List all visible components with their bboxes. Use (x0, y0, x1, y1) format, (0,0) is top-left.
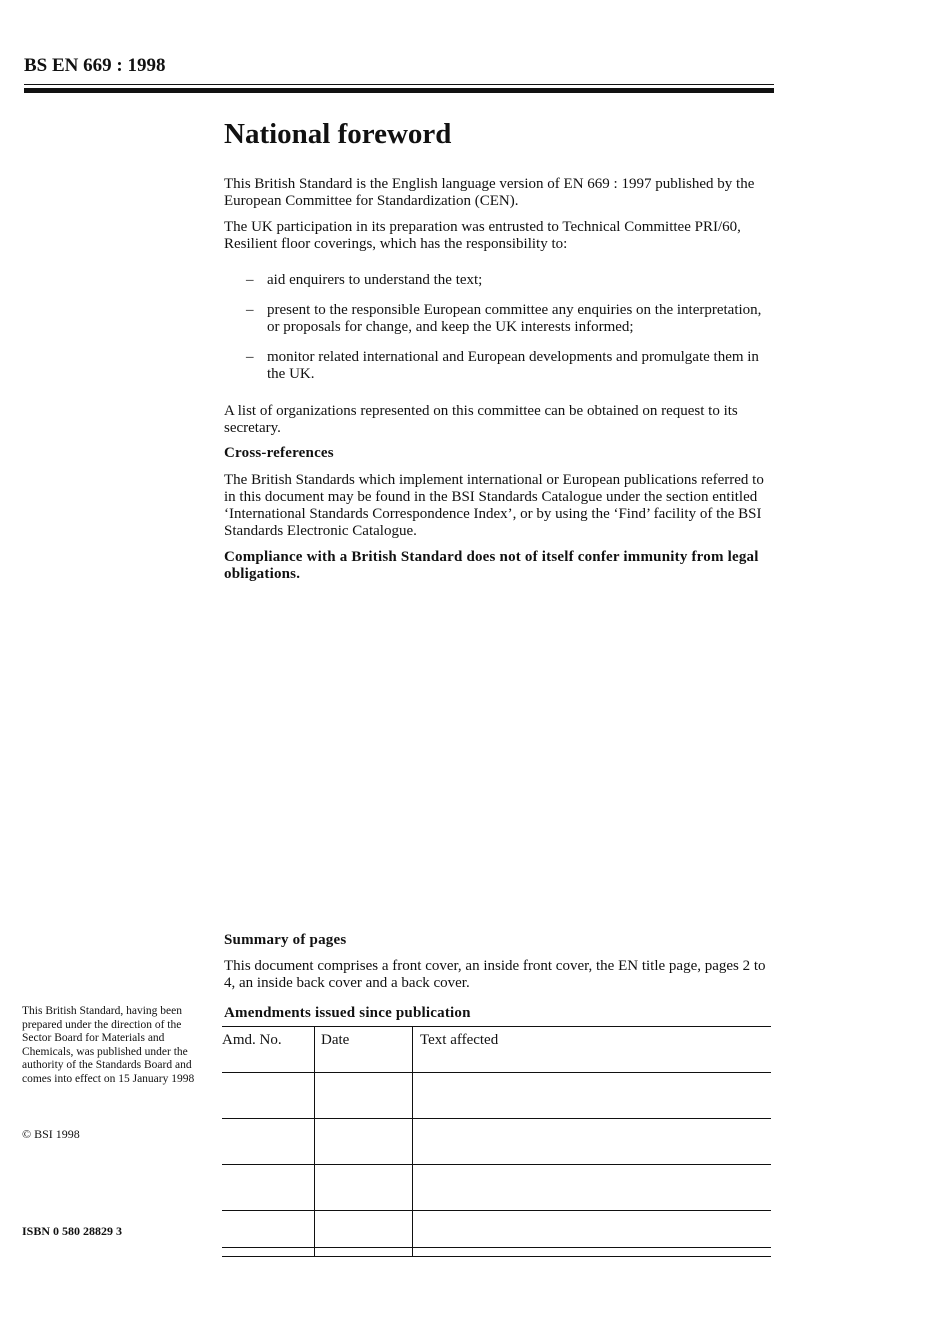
dash-marker: – (246, 302, 254, 318)
header-rule-thick (24, 88, 774, 93)
cross-references-text: The British Standards which implement international or European publications referred to in this document may be found in the BSI Standards Catalogue under the section entitled ‘International Standards Correspondence Index’, or by using the ‘Find’ facility of the BSI Standards Electronic Catalogue. (224, 472, 764, 539)
summary-text: This document comprises a front cover, an inside front cover, the EN title page, pages 2 to 4, an inside back cover and a back cover. (224, 958, 766, 991)
table-row (222, 1119, 771, 1165)
column-header-date: Date (315, 1027, 413, 1073)
column-header-text-affected: Text affected (413, 1027, 772, 1073)
dash-marker: – (246, 349, 254, 365)
intro-paragraph-2: The UK participation in its preparation was entrusted to Technical Committee PRI/60, Resilient floor coverings, which has the responsibility to: (224, 219, 741, 252)
committee-note: A list of organizations represented on this committee can be obtained on request to its secretary. (224, 403, 738, 436)
table-bottom-rule (222, 1247, 771, 1248)
column-header-amd-no: Amd. No. (222, 1032, 282, 1048)
list-item: – monitor related international and European developments and promulgate them in the UK. (246, 349, 759, 382)
page-title: National foreword (224, 118, 452, 150)
cross-references-heading: Cross-references (224, 445, 334, 461)
intro-paragraph-1: This British Standard is the English language version of EN 669 : 1997 published by the European Committee for Standardization (CEN). (224, 176, 755, 209)
isbn: ISBN 0 580 28829 3 (22, 1224, 123, 1238)
amendments-heading: Amendments issued since publication (224, 1005, 471, 1021)
compliance-statement: Compliance with a British Standard does not of itself confer immunity from legal obligations. (224, 549, 759, 582)
amendments-table (222, 1026, 771, 1257)
summary-heading: Summary of pages (224, 932, 347, 948)
list-item: – aid enquirers to understand the text; (246, 272, 483, 288)
document-code: BS EN 669 : 1998 (24, 55, 166, 76)
copyright: © BSI 1998 (22, 1127, 80, 1141)
table-row (222, 1073, 771, 1119)
table-header-row (222, 1027, 771, 1073)
dash-marker: – (246, 272, 254, 288)
list-item: – present to the responsible European committee any enquiries on the interpretation, or proposals for change, and keep the UK interests informed; (246, 302, 762, 335)
approval-note: This British Standard, having been prepared under the direction of the Sector Board for Materials and Chemicals, was published under the authority of the Standards Board and comes into effect on 15 January 1998 (22, 1005, 195, 1085)
header-rule-thin (24, 84, 774, 85)
table-row (222, 1165, 771, 1211)
table-row (222, 1211, 771, 1257)
